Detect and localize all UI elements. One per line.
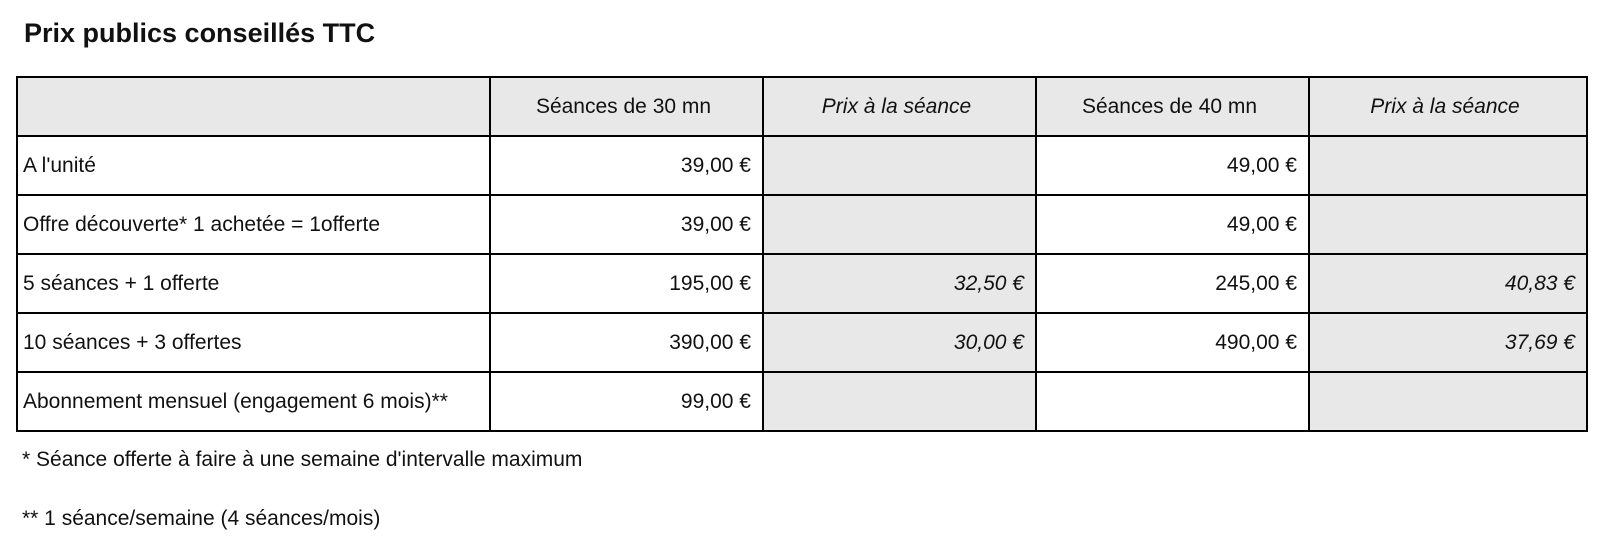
unit-price-40-cell bbox=[1309, 136, 1587, 195]
row-label: Abonnement mensuel (engagement 6 mois)** bbox=[17, 372, 490, 431]
row-label: Offre découverte* 1 achetée = 1offerte bbox=[17, 195, 490, 254]
price-40-cell: 245,00 € bbox=[1036, 254, 1309, 313]
table-row bbox=[17, 136, 1587, 195]
table-row bbox=[17, 254, 1587, 313]
page-title: Prix publics conseillés TTC bbox=[24, 18, 376, 48]
unit-price-40-cell bbox=[1309, 372, 1587, 431]
header-empty bbox=[17, 77, 490, 136]
header-sessions-40: Séances de 40 mn bbox=[1036, 77, 1309, 136]
header-sessions-30: Séances de 30 mn bbox=[490, 77, 763, 136]
row-label: 5 séances + 1 offerte bbox=[17, 254, 490, 313]
unit-price-30-cell: 30,00 € bbox=[763, 313, 1036, 372]
table-header-row bbox=[17, 77, 1587, 136]
table-row bbox=[17, 372, 1587, 431]
unit-price-30-cell bbox=[763, 136, 1036, 195]
price-40-cell: 49,00 € bbox=[1036, 195, 1309, 254]
price-30-cell: 195,00 € bbox=[490, 254, 763, 313]
price-30-cell: 99,00 € bbox=[490, 372, 763, 431]
price-table bbox=[16, 76, 1588, 432]
unit-price-30-cell: 32,50 € bbox=[763, 254, 1036, 313]
header-unit-price-40: Prix à la séance bbox=[1309, 77, 1587, 136]
unit-price-30-cell bbox=[763, 372, 1036, 431]
footnote-subscription: ** 1 séance/semaine (4 séances/mois) bbox=[22, 507, 381, 530]
row-label: A l'unité bbox=[17, 136, 490, 195]
header-unit-price-30: Prix à la séance bbox=[763, 77, 1036, 136]
table-row bbox=[17, 195, 1587, 254]
price-40-cell bbox=[1036, 372, 1309, 431]
unit-price-40-cell: 37,69 € bbox=[1309, 313, 1587, 372]
price-30-cell: 39,00 € bbox=[490, 136, 763, 195]
footnote-free-session: * Séance offerte à faire à une semaine d'intervalle maximum bbox=[22, 448, 583, 471]
unit-price-30-cell bbox=[763, 195, 1036, 254]
price-30-cell: 390,00 € bbox=[490, 313, 763, 372]
price-30-cell: 39,00 € bbox=[490, 195, 763, 254]
price-40-cell: 49,00 € bbox=[1036, 136, 1309, 195]
price-40-cell: 490,00 € bbox=[1036, 313, 1309, 372]
unit-price-40-cell bbox=[1309, 195, 1587, 254]
table-row bbox=[17, 313, 1587, 372]
unit-price-40-cell: 40,83 € bbox=[1309, 254, 1587, 313]
row-label: 10 séances + 3 offertes bbox=[17, 313, 490, 372]
